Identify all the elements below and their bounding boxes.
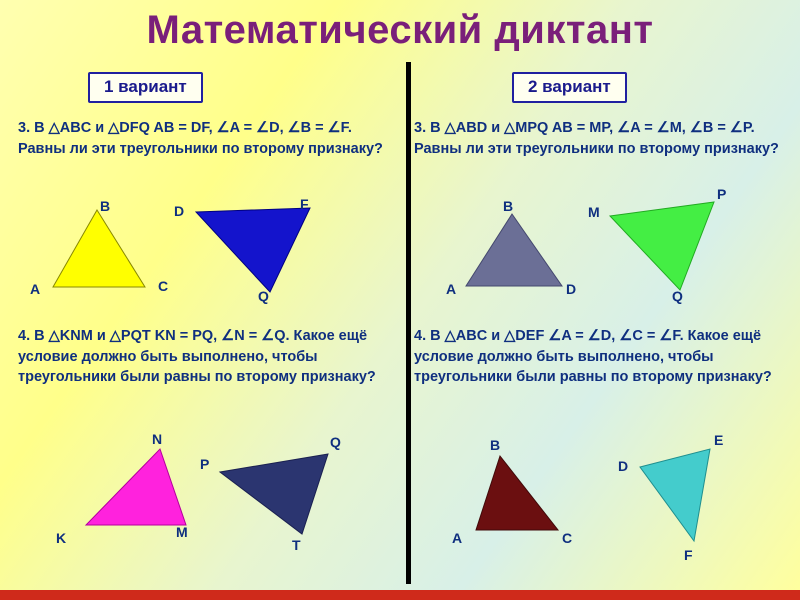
label-q-f2: Q [258,288,269,304]
label-a-f1: A [30,281,41,297]
label-t-f6: T [292,537,301,553]
label-d-f8: D [618,458,629,474]
variant-1-header: 1 вариант [88,72,203,103]
label-c-f1: C [158,278,169,294]
label-f-f2: F [300,196,309,212]
label-m-f4: M [588,204,600,220]
label-d-f2: D [174,203,185,219]
figure-triangle-abd-gray [462,210,582,295]
figure-triangle-pqt-darkblue [216,450,346,545]
label-c-f7: C [562,530,573,546]
label-m-f5: M [176,524,188,540]
label-b-f7: B [490,437,501,453]
question-3-right: 3. В △ABD и △MPQ AB = MP, ∠A = ∠M, ∠B = ∠P. Равны ли эти треугольники по второму признаку? [414,120,779,157]
figure-triangle-knm-magenta [82,445,202,535]
variant-2-header: 2 вариант [512,72,627,103]
label-q-f6: Q [330,434,341,450]
label-n-f5: N [152,431,163,447]
label-q-f4: Q [672,288,683,304]
label-k-f5: K [56,530,67,546]
label-e-f8: E [714,432,724,448]
page-title: Математический диктант [146,8,654,52]
figure-triangle-abc-darkred [472,452,587,542]
column-divider [406,62,411,584]
label-p-f4: P [717,186,727,202]
label-b-f3: B [503,198,514,214]
label-f-f8: F [684,547,693,563]
label-d-f3: D [566,281,577,297]
figure-triangle-abc-yellow [45,205,175,300]
label-b-f1: B [100,198,111,214]
label-p-f6: P [200,456,210,472]
question-4-right: 4. В △ABC и △DEF ∠A = ∠D, ∠C = ∠F. Какое ещё условие должно быть выполнено, чтобы треугольники были равны по второму признаку? [414,328,772,386]
label-a-f7: A [452,530,463,546]
label-a-f3: A [446,281,457,297]
question-3-left: 3. В △ABC и △DFQ AB = DF, ∠A = ∠D, ∠B = ∠F. Равны ли эти треугольники по второму признаку? [18,120,383,157]
question-4-left: 4. В △KNM и △PQT KN = PQ, ∠N = ∠Q. Какое ещё условие должно быть выполнено, чтобы треугольники были равны по второму признаку? [18,328,376,386]
figure-triangle-def-cyan [636,445,756,555]
